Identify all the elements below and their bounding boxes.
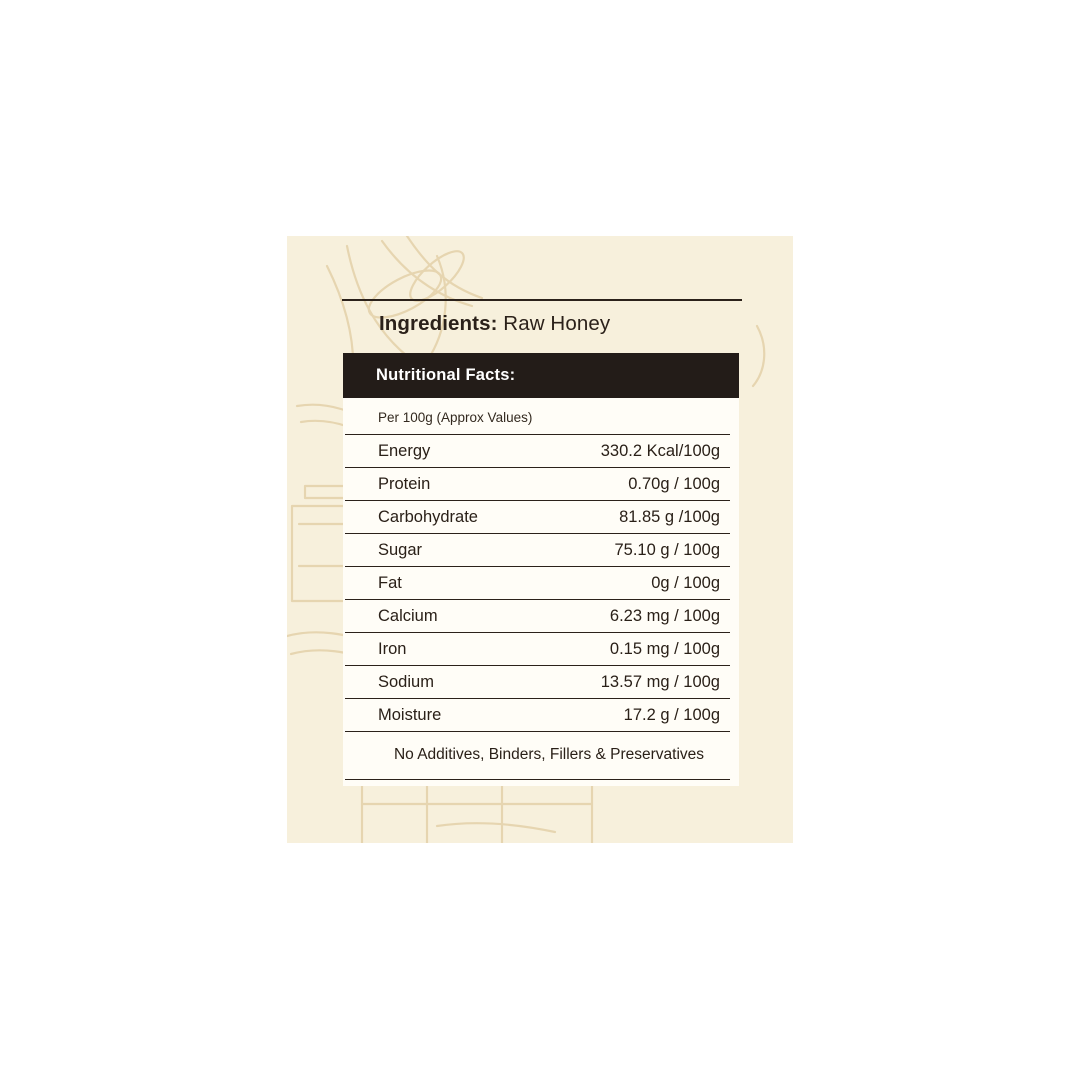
no-additives-note: No Additives, Binders, Fillers & Preservatives: [345, 731, 730, 780]
nutrient-name: Sodium: [378, 673, 434, 691]
nutrition-facts-header: Nutritional Facts:: [343, 353, 739, 398]
nutrient-value: 330.2 Kcal/100g: [600, 442, 720, 460]
table-row: [345, 599, 730, 632]
nutrient-name: Fat: [378, 574, 402, 592]
nutrient-value: 75.10 g / 100g: [614, 541, 720, 559]
nutrition-table: [345, 434, 730, 731]
nutrient-name: Calcium: [378, 607, 438, 625]
nutrition-basis-note: Per 100g (Approx Values): [378, 410, 533, 425]
table-row: [345, 467, 730, 500]
nutrient-value: 6.23 mg / 100g: [609, 607, 720, 625]
table-row: [345, 698, 730, 731]
table-row: [345, 500, 730, 533]
nutrient-value: 17.2 g / 100g: [623, 706, 720, 724]
card-bottom-padding: [343, 780, 739, 786]
nutrient-name: Sugar: [378, 541, 423, 559]
nutrient-name: Protein: [378, 475, 431, 493]
ingredients-line: [379, 312, 610, 336]
nutrient-value: 13.57 mg / 100g: [600, 673, 720, 691]
nutrient-value: 0.15 mg / 100g: [609, 640, 720, 658]
nutrient-name: Carbohydrate: [378, 508, 478, 526]
nutrient-value: 81.85 g /100g: [619, 508, 720, 526]
nutrient-name: Moisture: [378, 706, 442, 724]
table-row: [345, 434, 730, 467]
ingredients-value: Raw Honey: [497, 312, 611, 335]
table-row: [345, 566, 730, 599]
table-row: [345, 665, 730, 698]
header-divider: [342, 299, 742, 301]
nutrition-facts-card: [343, 353, 739, 786]
nutrient-name: Energy: [378, 442, 431, 460]
table-row: [345, 632, 730, 665]
nutrient-value: 0g / 100g: [651, 574, 720, 592]
nutrient-name: Iron: [378, 640, 407, 658]
product-label-panel: [287, 236, 793, 843]
table-row: [345, 533, 730, 566]
ingredients-label: Ingredients:: [379, 312, 498, 335]
nutrient-value: 0.70g / 100g: [628, 475, 720, 493]
